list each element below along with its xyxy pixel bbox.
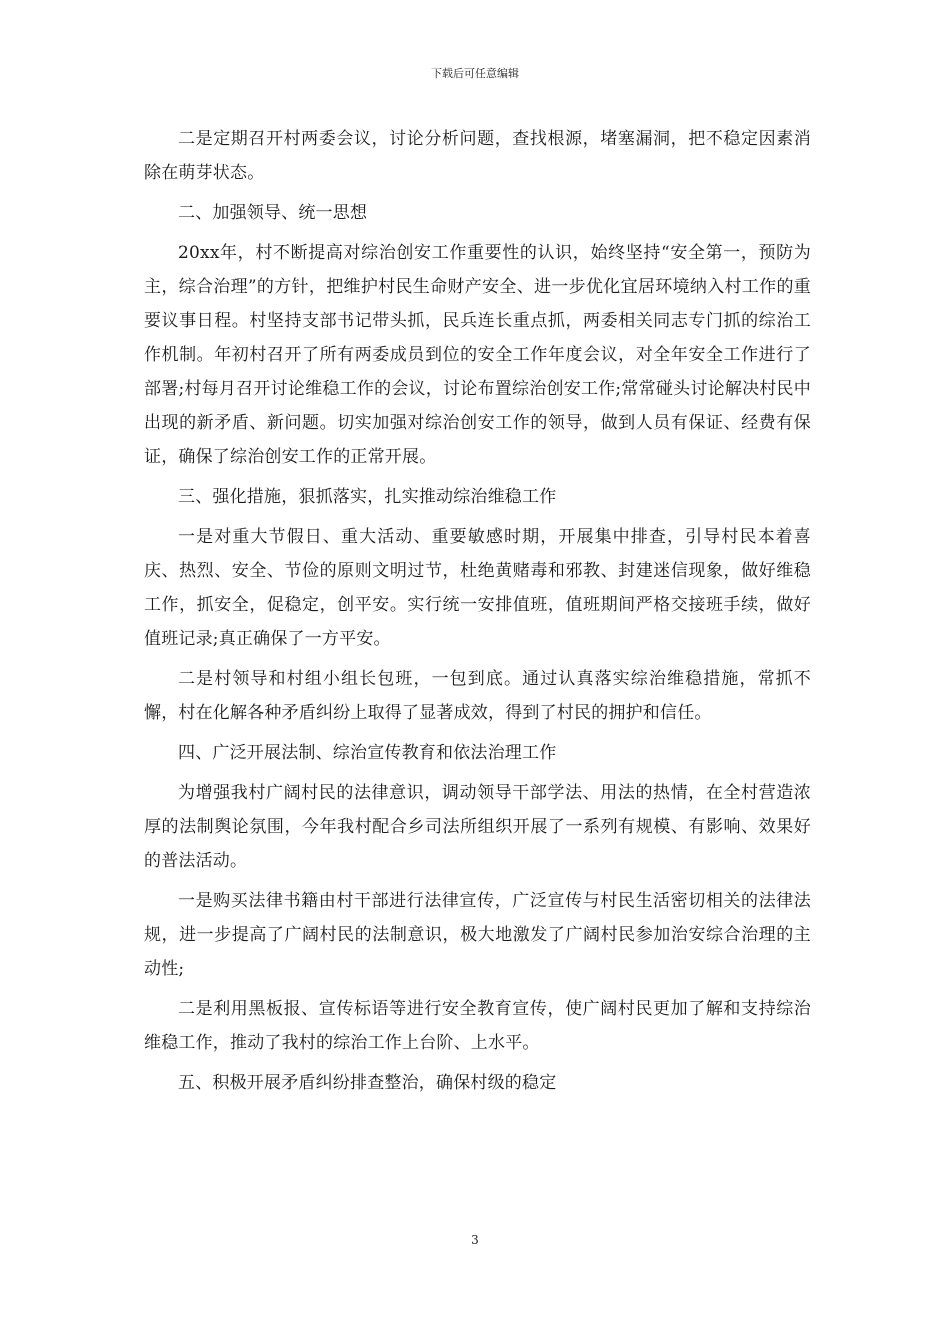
section-heading-leadership: 二、加强领导、统一思想: [178, 203, 368, 223]
paragraph-law-books: 一是购买法律书籍由村干部进行法律宣传，广泛宣传与村民生活密切相关的法律法规，进一步提高了广阔村民的法制意识，极大地激发了广阔村民参加治安综合治理的主动性;: [144, 891, 811, 979]
document-body: [144, 122, 811, 1106]
paragraph-legal-awareness: 为增强我村广阔村民的法律意识，调动领导干部学法、用法的热情，在全村营造浓厚的法制舆论氛围，今年我村配合乡司法所组织开展了一系列有规模、有影响、效果好的普法活动。: [144, 783, 811, 871]
paragraph-leadership: 20xx年，村不断提高对综治创安工作重要性的认识，始终坚持“安全第一，预防为主，综合治理”的方针，把维护村民生命财产安全、进一步优化宜居环境纳入村工作的重要议事日程。村坚持支部书记带头抓，民兵连长重点抓，两委相关同志专门抓的综治工作机制。年初村召开了所有两委成员到位的安全工作年度会议，对全年安全工作进行了部署;村每月召开讨论维稳工作的会议，讨论布置综治创安工作;常常碰头讨论解决村民中出现的新矛盾、新问题。切实加强对综治创安工作的领导，做到人员有保证、经费有保证，确保了综治创安工作的正常开展。: [144, 243, 811, 467]
paragraph-regular-meetings: 二是定期召开村两委会议，讨论分析问题，查找根源，堵塞漏洞，把不稳定因素消除在萌芽状态。: [144, 129, 811, 183]
page-header: 下载后可任意编辑: [431, 67, 519, 80]
page-number: 3: [471, 1233, 479, 1247]
section-heading-disputes: 五、积极开展矛盾纠纷排查整治，确保村级的稳定: [178, 1073, 557, 1093]
paragraph-holiday-inspection: 一是对重大节假日、重大活动、重要敏感时期，开展集中排查，引导村民本着喜庆、热烈、安全、节俭的原则文明过节，杜绝黄赌毒和邪教、封建迷信现象，做好维稳工作，抓安全，促稳定，创平安。实行统一安排值班，值班期间严格交接班手续，做好值班记录;真正确保了一方平安。: [144, 527, 811, 649]
section-heading-measures: 三、强化措施，狠抓落实，扎实推动综治维稳工作: [178, 487, 557, 507]
paragraph-blackboard: 二是利用黑板报、宣传标语等进行安全教育宣传，使广阔村民更加了解和支持综治维稳工作，推动了我村的综治工作上台阶、上水平。: [144, 999, 811, 1053]
section-heading-legal-education: 四、广泛开展法制、综治宣传教育和依法治理工作: [178, 743, 557, 763]
paragraph-leaders-on-duty: 二是村领导和村组小组长包班，一包到底。通过认真落实综治维稳措施，常抓不懈，村在化解各种矛盾纠纷上取得了显著成效，得到了村民的拥护和信任。: [144, 669, 811, 723]
